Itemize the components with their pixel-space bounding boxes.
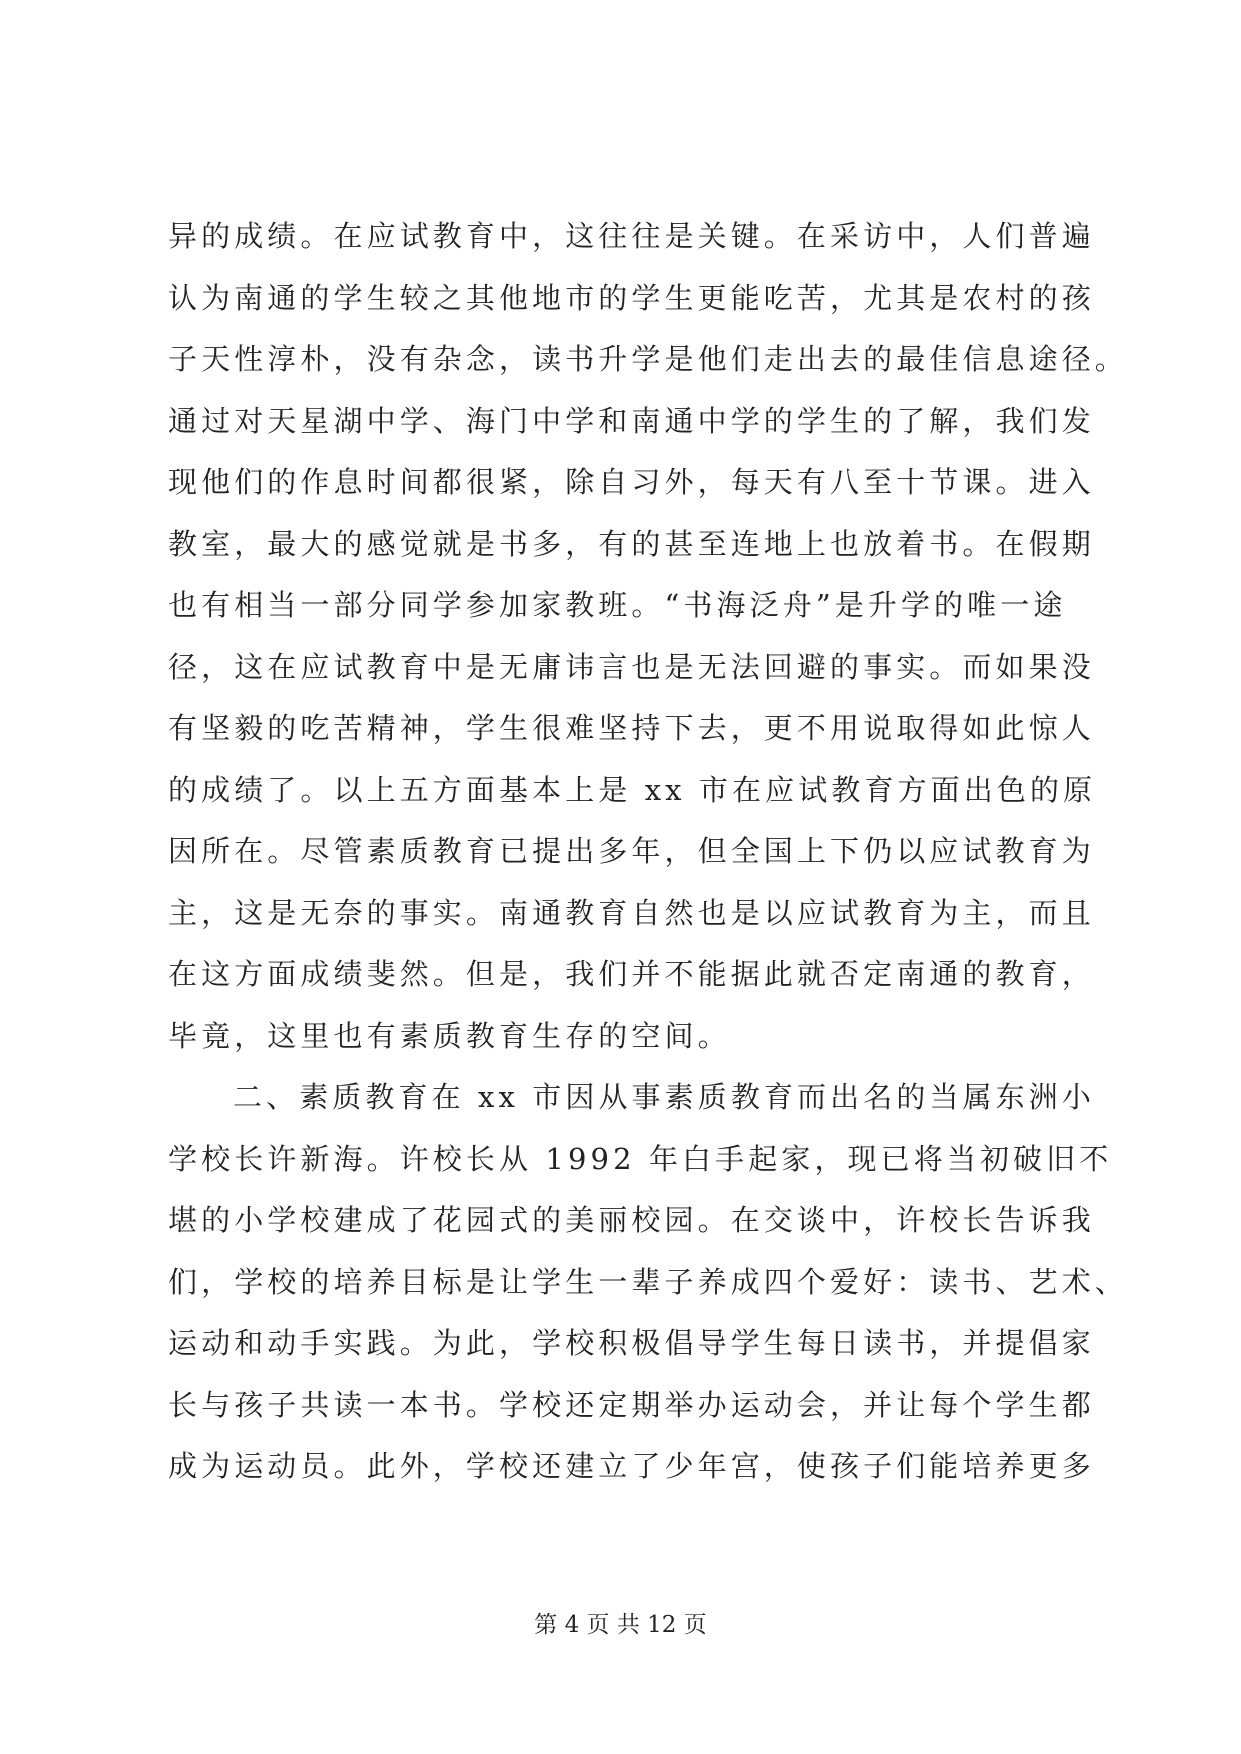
text-line: 运动和动手实践。为此，学校积极倡导学生每日读书，并提倡家	[168, 1326, 1095, 1360]
paragraph-start-line: 二、素质教育在 xx 市因从事素质教育而出名的当属东洲小	[233, 1080, 1095, 1114]
text-line: 子天性淳朴，没有杂念，读书升学是他们走出去的最佳信息途径。	[168, 342, 1128, 376]
text-line: 在这方面成绩斐然。但是，我们并不能据此就否定南通的教育，	[168, 957, 1095, 991]
text-line: 认为南通的学生较之其他地市的学生更能吃苦，尤其是农村的孩	[168, 280, 1095, 315]
text-line: 成为运动员。此外，学校还建立了少年宫，使孩子们能培养更多	[168, 1449, 1095, 1483]
text-line: 通过对天星湖中学、海门中学和南通中学的学生的了解，我们发	[168, 403, 1095, 438]
body-text	[168, 206, 1128, 1498]
text-line: 学校长许新海。许校长从 1992 年白手起家，现已将当初破旧不	[168, 1141, 1113, 1176]
text-line: 异的成绩。在应试教育中，这往往是关键。在采访中，人们普遍	[168, 219, 1095, 253]
text-line: 因所在。尽管素质教育已提出多年，但全国上下仍以应试教育为	[168, 834, 1095, 868]
text-line: 毕竟，这里也有素质教育生存的空间。	[168, 1018, 731, 1053]
text-line: 现他们的作息时间都很紧，除自习外，每天有八至十节课。进入	[168, 465, 1095, 499]
text-line: 有坚毅的吃苦精神，学生很难坚持下去，更不用说取得如此惊人	[168, 711, 1095, 745]
text-line: 们，学校的培养目标是让学生一辈子养成四个爱好：读书、艺术、	[168, 1264, 1128, 1299]
text-line: 主，这是无奈的事实。南通教育自然也是以应试教育为主，而且	[168, 895, 1095, 930]
page-number-footer: 第 4 页 共 12 页	[534, 1612, 707, 1638]
text-line: 堪的小学校建成了花园式的美丽校园。在交谈中，许校长告诉我	[168, 1203, 1095, 1237]
text-line: 长与孩子共读一本书。学校还定期举办运动会，并让每个学生都	[168, 1387, 1095, 1422]
text-line: 的成绩了。以上五方面基本上是 xx 市在应试教育方面出色的原	[168, 772, 1097, 807]
text-line: 径，这在应试教育中是无庸讳言也是无法回避的事实。而如果没	[168, 649, 1095, 684]
text-line: 教室，最大的感觉就是书多，有的甚至连地上也放着书。在假期	[168, 526, 1095, 561]
text-line: 也有相当一部分同学参加家教班。“书海泛舟”是升学的唯一途	[168, 588, 1067, 622]
